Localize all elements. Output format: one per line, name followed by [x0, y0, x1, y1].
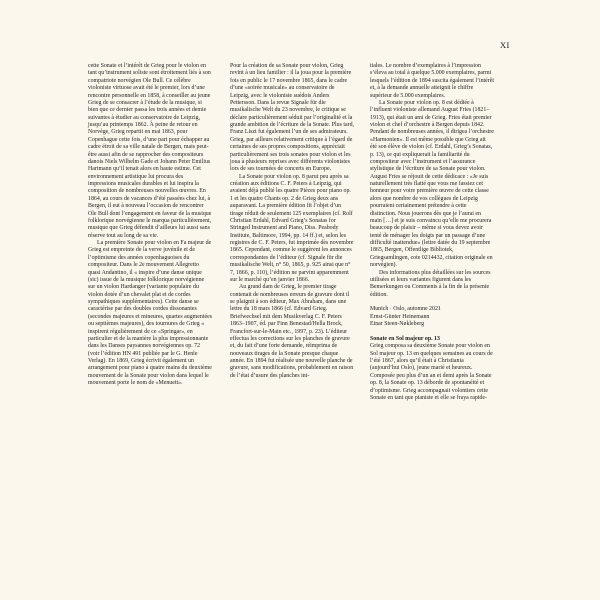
paragraph: Des informations plus détaillées sur les sources utilisées et leurs variantes figurent dans les Bemerkungen ou Comments à la fin de la présente édition. — [370, 269, 491, 298]
signature-author: Ernst-Günter Heinemann — [370, 313, 430, 320]
paragraph: cette Sonate et l’intérêt de Grieg pour le violon en tant qu’instrument soliste sont étroitement liés à son compatriote norvégien Ole Bull. Ce célèbre violoniste virtuose avait été le premier, lors d’une rencontre personnelle en 1858, à conseiller au jeune Grieg de se consacrer à l’étude de la musique, si bien que ce dernier passa les trois années et demie suivantes à étudier au conservatoire de Leipzig, jusqu’au printemps 1862. À peine de retour en Norvège, Grieg repartit en mai 1863, pour Copenhague cette fois, d’une part pour échapper au cadre étroit de sa ville natale de Bergen, mais peut-être aussi afin de se rapprocher des compositeurs danois Niels Wilhelm Gade et Johann Peter Emilius Hartmann qu’il tenait alors en haute estime. Cet environnement artistique lui procura des impressions musicales durables et lui inspira la composition de nombreuses nouvelles œuvres. En 1864, au cours de vacances d’été passées chez lui, à Bergen, il eut à nouveau l’occasion de rencontrer Ole Bull dont l’engagement en faveur de la musique folklorique norvégienne le marqua particulièrement, musique que Grieg défendit d’ailleurs lui aussi sans réserve tout au long de sa vie. — [88, 63, 212, 239]
signature-author: Einar Steen-Nøkleberg — [370, 321, 425, 328]
text-column-left — [88, 63, 212, 388]
paragraph: Au grand dam de Grieg, le premier tirage contenait de nombreuses erreurs de gravure dont il se plaignit à son éditeur, Max Abraham, dans une lettre du 18 mars 1866 (cf. Edvard Grieg. Briefwechsel mit dem Musikverlag C. F. Peters 1863–1907, éd. par Finn Benestad/Hella Brock, Francfort-sur-le-Main etc., 1997, p. 23). L’éditeur effectua les corrections sur les planches de gravure et, du fait d’une forte demande, réimprima de nouveaux tirages de la Sonate presque chaque année. En 1894 fut réalisée une nouvelle planche de gravure, sans modifications, probablement en raison de l’état d’usure des planches ini- — [230, 284, 354, 379]
paragraph: Pour la création de sa Sonate pour violon, Grieg revint à un lieu familier : il la joua pour la première fois en public le 17 novembre 1865, dans le cadre d’une «soirée musicale» au conservatoire de Leipzig, avec le violoniste suédois Anders Pettersson. Dans la revue Signale für die musikalische Welt du 23 novembre, le critique se déclare particulièrement séduit par l’originalité et la grande ambition de l’écriture de la Sonate. Plus tard, Franz Liszt fut également l’un de ses admirateurs. Grieg, par ailleurs relativement critique à l’égard de certaines de ses propres compositions, appréciait particulièrement ses trois sonates pour violon et les joua à plusieurs reprises avec différents violonistes lors de ses tournées de concerts en Europe. — [230, 63, 354, 173]
paragraph: La Sonate pour violon op. 8 est dédiée à l’influent violoniste allemand August Fries (1821–1913), qui était un ami de Grieg. Fries était premier violon et chef d’orchestre à Bergen depuis 1842. Pendant de nombreuses années, il dirigea l’orchestre «Harmonien». Il est même possible que Grieg ait été son élève de violon (cf. Erdahl, Grieg’s Sonatas, p. 13), ce qui expliquerait la familiarité du compositeur avec l’instrument et l’assurance stylistique de l’écriture de sa Sonate pour violon. August Fries se réjouit de cette dédicace : «Je suis naturellement très flatté que vous me fassiez cet honneur pour votre première œuvre de cette classe alors que nombre de vos collègues de Leipzig pourraient certainement prétendre à cette distinction. Nous jouerons dès que je l’aurai en main […] et je suis convaincu qu’elle me procurera beaucoup de plaisir – même si vous devez avoir tenté de ménager les doigts par un passage d’une difficulté inattendue» (lettre datée du 19 septembre 1865, Bergen, Offentlige Bibliotek, Griegsamlingen, cote 0214432, citation originale en norvégien). — [370, 99, 494, 269]
signature-place-date: Munich · Oslo, automne 2021 — [370, 306, 441, 313]
paragraph: Grieg composa sa deuxième Sonate pour violon en Sol majeur op. 13 en quelques semaines au cours de l’été 1867, alors qu’il était à Christiania (aujourd’hui Oslo), jeune marié et heureux. Composée peu plus d’un an et demi après la Sonate op. 8, la Sonate op. 13 déborde de spontanéité et d’optimisme. Grieg accompagnait volontiers cette Sonate en tant que pianiste et elle se fraya rapide- — [370, 343, 493, 401]
paragraph: La Sonate pour violon op. 8 parut peu après sa création aux éditions C. F. Peters à Leipzig, qui avaient déjà publié les quatre Pièces pour piano op. 1 et les quatre Chants op. 2 de Grieg deux ans auparavant. La première édition fit l’objet d’un tirage réduit de seulement 125 exemplaires (cf. Rolf Christian Erdahl, Edvard Grieg’s Sonatas for Stringed Instrument and Piano, Diss. Peabody Institute, Baltimore, 1994, pp. 14 ff.) et, selon les registres de C. F. Peters, fut imprimée dès novembre 1865. Cependant, comme le suggèrent les annonces correspondantes de l’éditeur (cf. Signale für die musikalische Welt, n° 50, 1865, p. 925 ainsi que n° 7, 1866, p. 110), l’édition ne parvint apparemment sur le marché qu’en janvier 1866. — [230, 173, 354, 283]
section-heading: Sonate en Sol majeur op. 13 — [370, 335, 440, 342]
text-column-middle — [230, 63, 354, 380]
paragraph: La première Sonate pour violon en Fa majeur de Grieg est empreinte de la verve juvénile et de l’optimisme des années copenhaguoises du compositeur. Dans le 2e mouvement Allegretto quasi Andantino, il « inspire d’une danse unique (sic) issue de la musique folklorique norvégienne sur un violon Hardanger (variante populaire du violon dotée d’un chevalet plat et de cordes sympathiques supplémentaires). Cette danse se caractérise par des doubles cordes dissonantes (secondes majeures et mineures, quartes augmentées ou septièmes majeures), des tournures de Grieg « inspirent régulièrement de ce «Springar», en particulier et de la manière la plus impressionnante dans les Danses paysannes norvégiennes op. 72 (voir l’édition HN 491 publiée par le G. Henle Verlag). En 1869, Grieg écrivit également un arrangement pour piano à quatre mains du deuxième mouvement de la Sonate pour violon dans lequel le mouvement porte le nom de «Menuett». — [88, 240, 212, 387]
paragraph: tiales. Le nombre d’exemplaires à l’impression s’éleva au total à quelque 5.000 exemplaires, parmi lesquels l’édition de 1894 suscita également l’intérêt et, à la demande annuelle atteignit le chiffre supérieur de 5.000 exemplaires. — [370, 63, 494, 99]
spacer — [370, 329, 494, 336]
spacer — [370, 299, 494, 306]
text-column-right — [370, 63, 494, 402]
page-number: XI — [500, 40, 510, 50]
